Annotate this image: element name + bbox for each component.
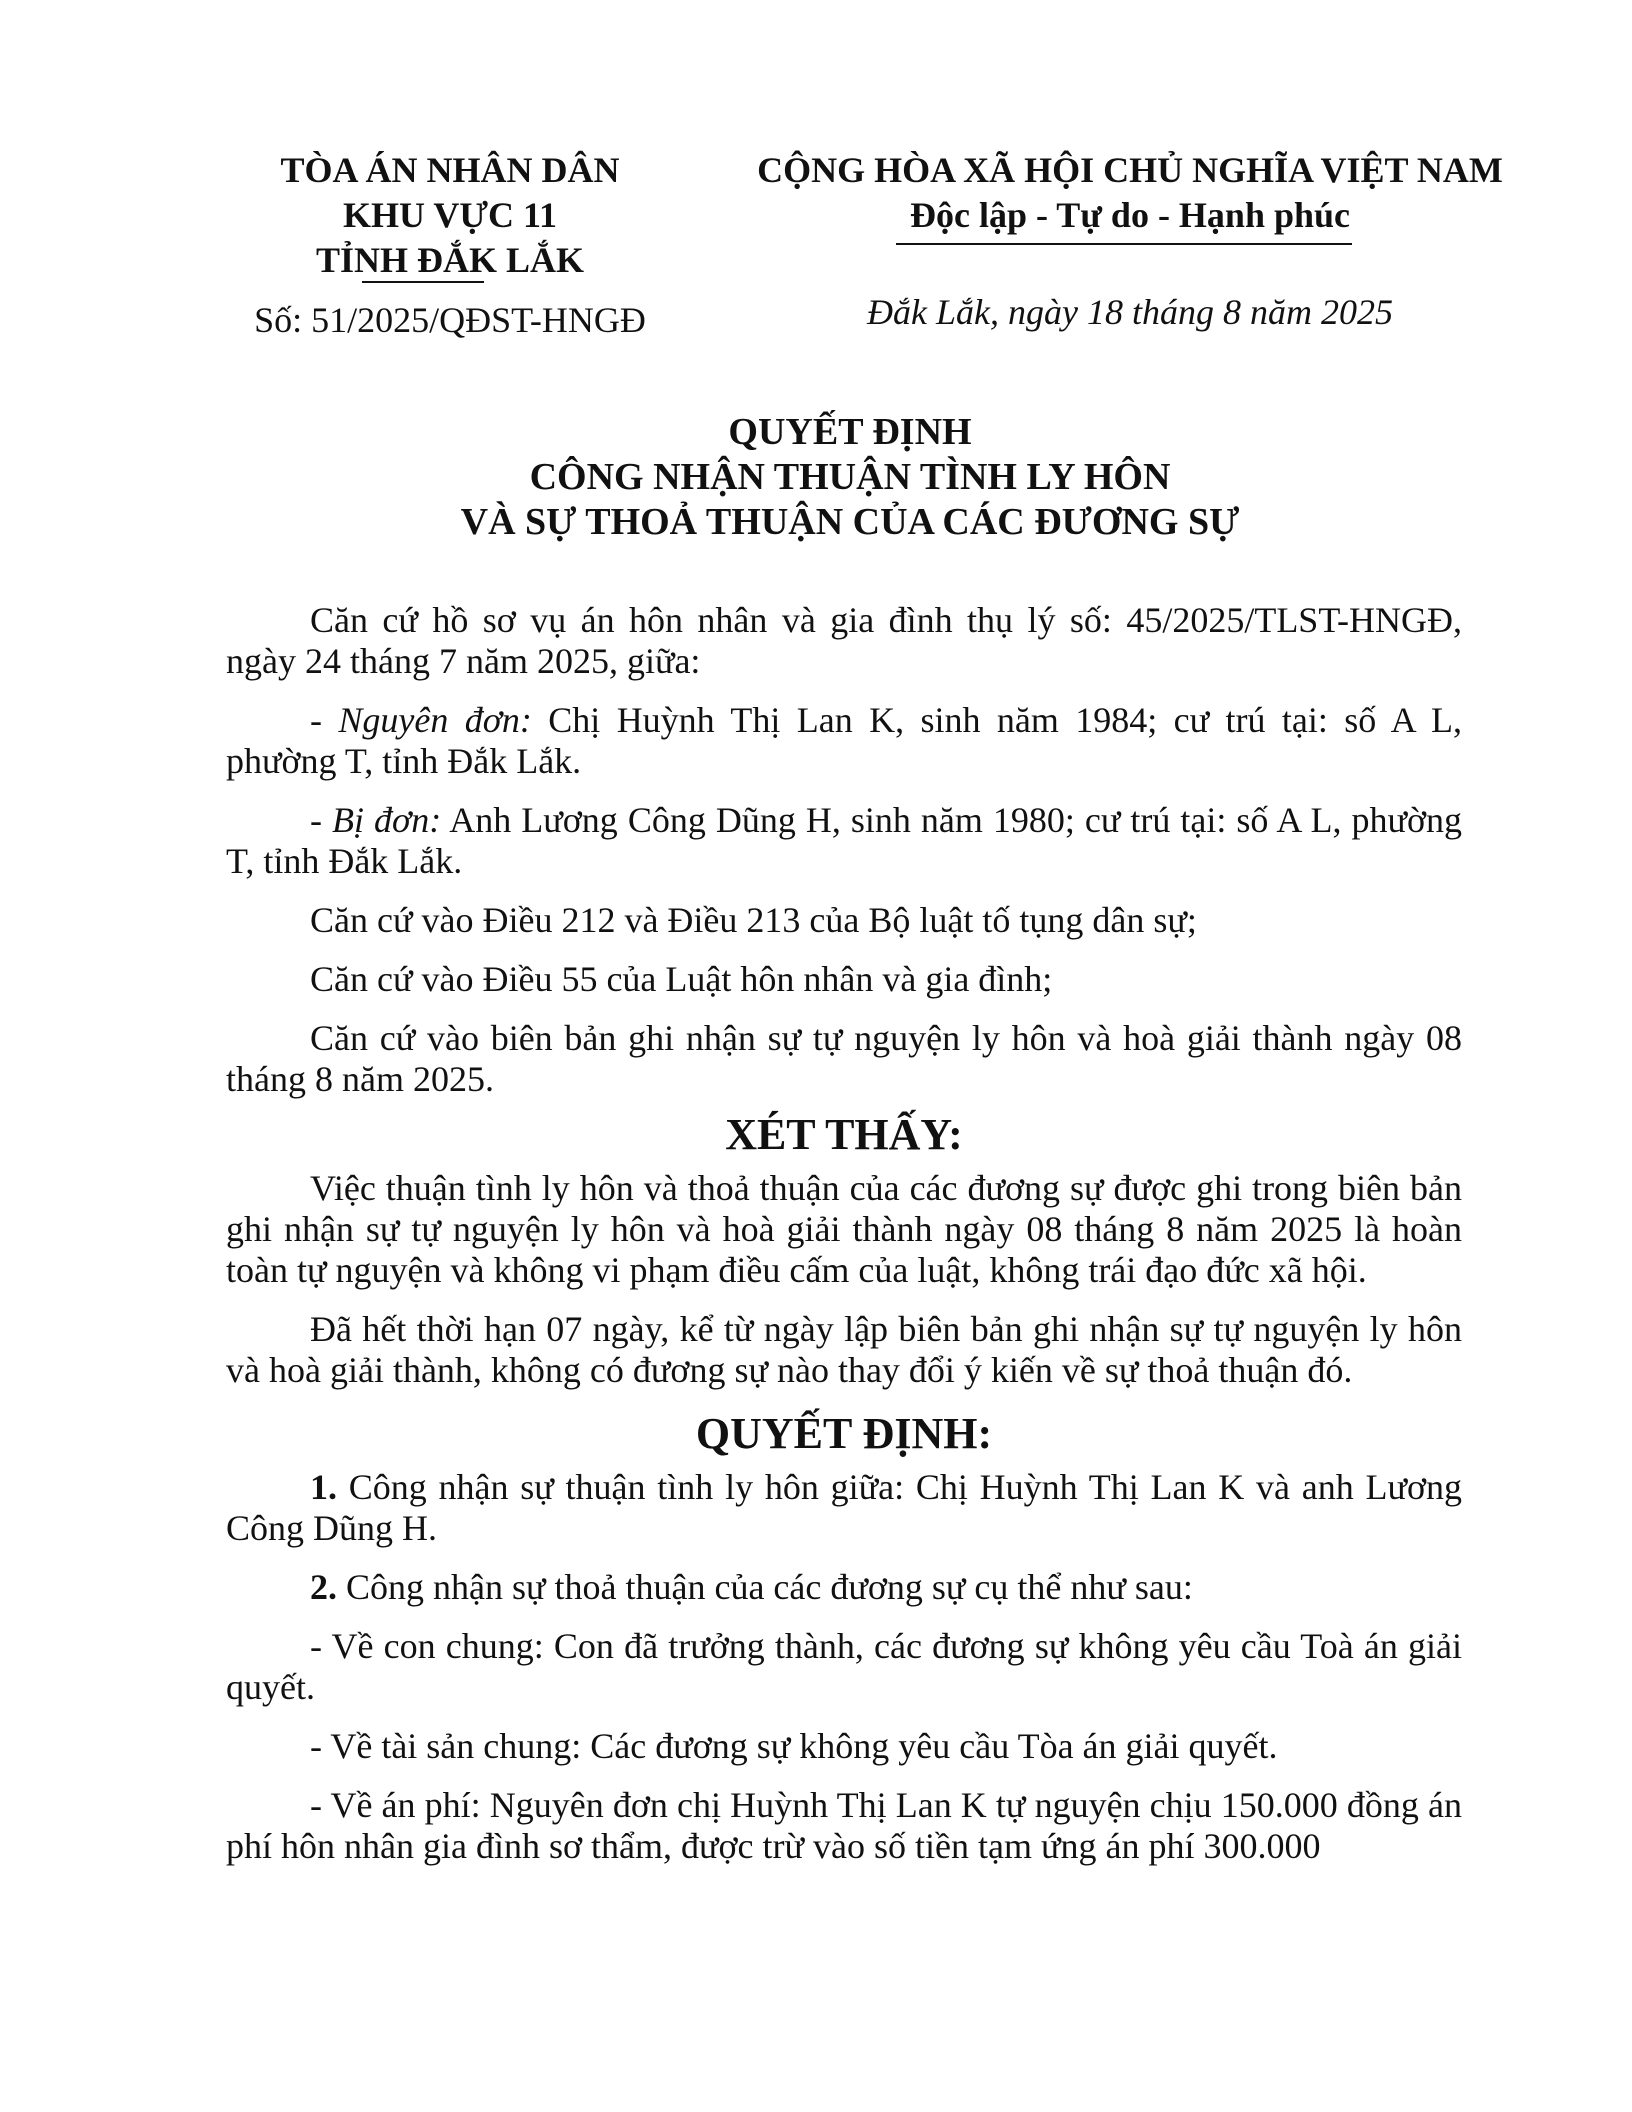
- legal-basis-1: Căn cứ vào Điều 212 và Điều 213 của Bộ luật tố tụng dân sự;: [310, 900, 1197, 940]
- item-2-number: 2.: [310, 1567, 337, 1607]
- findings-heading: XÉT THẤY:: [725, 1110, 963, 1159]
- title-line-1: QUYẾT ĐỊNH: [728, 411, 972, 453]
- motto: Độc lập - Tự do - Hạnh phúc: [909, 195, 1351, 235]
- court-name-line-3: TỈNH ĐẮK LẮK: [315, 240, 585, 280]
- legal-basis-3: Căn cứ vào biên bản ghi nhận sự tự nguyện ly hôn và hoà giải thành ngày 08 tháng 8 năm 2025.: [226, 1018, 1462, 1099]
- motto-underline: [896, 243, 1352, 245]
- plaintiff-paragraph: [226, 700, 1462, 782]
- fees-clause: - Về án phí: Nguyên đơn chị Huỳnh Thị Lan K tự nguyện chịu 150.000 đồng án phí hôn nhân gia đình sơ thẩm, được trừ vào số tiền tạm ứng án phí 300.000: [226, 1785, 1462, 1866]
- legal-basis-2: Căn cứ vào Điều 55 của Luật hôn nhân và gia đình;: [310, 959, 1053, 999]
- plaintiff-label: Nguyên đơn:: [338, 700, 532, 740]
- item-1-number: 1.: [310, 1467, 337, 1507]
- title-line-3: VÀ SỰ THOẢ THUẬN CỦA CÁC ĐƯƠNG SỰ: [460, 501, 1240, 543]
- decision-item-2: [226, 1567, 1462, 1608]
- item-2-text: Công nhận sự thoả thuận của các đương sự cụ thể như sau:: [337, 1567, 1193, 1607]
- court-name-underline: [362, 281, 484, 283]
- document-title: [160, 410, 1540, 545]
- plaintiff-text: Chị Huỳnh Thị Lan K, sinh năm 1984; cư trú tại: số A L, phường T, tỉnh Đắk Lắk.: [226, 700, 1462, 781]
- national-motto-block: [740, 148, 1520, 238]
- decision-heading: QUYẾT ĐỊNH:: [695, 1409, 993, 1458]
- finding-paragraph-2: Đã hết thời hạn 07 ngày, kể từ ngày lập biên bản ghi nhận sự tự nguyện ly hôn và hoà giải thành, không có đương sự nào thay đổi ý kiến về sự thoả thuận đó.: [226, 1309, 1462, 1390]
- decision-item-1: [226, 1467, 1462, 1549]
- property-clause: - Về tài sản chung: Các đương sự không yêu cầu Tòa án giải quyết.: [310, 1726, 1278, 1766]
- place-date: Đắk Lắk, ngày 18 tháng 8 năm 2025: [867, 292, 1393, 332]
- case-basis-paragraph: Căn cứ hồ sơ vụ án hôn nhân và gia đình thụ lý số: 45/2025/TLST-HNGĐ, ngày 24 tháng 7 năm 2025, giữa:: [226, 600, 1462, 681]
- children-clause: - Về con chung: Con đã trưởng thành, các đương sự không yêu cầu Toà án giải quyết.: [226, 1626, 1462, 1707]
- court-name-line-1: TÒA ÁN NHÂN DÂN: [280, 150, 620, 190]
- defendant-label: Bị đơn:: [332, 800, 442, 840]
- country-name: CỘNG HÒA XÃ HỘI CHỦ NGHĨA VIỆT NAM: [757, 150, 1503, 190]
- item-1-text: Công nhận sự thuận tình ly hôn giữa: Chị Huỳnh Thị Lan K và anh Lương Công Dũng H.: [226, 1467, 1462, 1548]
- plaintiff-prefix: -: [310, 700, 339, 740]
- defendant-paragraph: [226, 800, 1462, 882]
- court-name-block: [200, 148, 700, 283]
- defendant-prefix: -: [310, 800, 333, 840]
- finding-paragraph-1: Việc thuận tình ly hôn và thoả thuận của các đương sự được ghi trong biên bản ghi nhận sự tự nguyện ly hôn và hoà giải thành ngày 08 tháng 8 năm 2025 là hoàn toàn tự nguyện và không vi phạm điều cấm của luật, không trái đạo đức xã hội.: [226, 1168, 1462, 1290]
- document-number: Số: 51/2025/QĐST-HNGĐ: [254, 300, 646, 340]
- defendant-text: Anh Lương Công Dũng H, sinh năm 1980; cư trú tại: số A L, phường T, tỉnh Đắk Lắk.: [226, 800, 1463, 881]
- title-line-2: CÔNG NHẬN THUẬN TÌNH LY HÔN: [529, 456, 1171, 498]
- document-body: [226, 600, 1462, 1885]
- court-name-line-2: KHU VỰC 11: [342, 195, 557, 235]
